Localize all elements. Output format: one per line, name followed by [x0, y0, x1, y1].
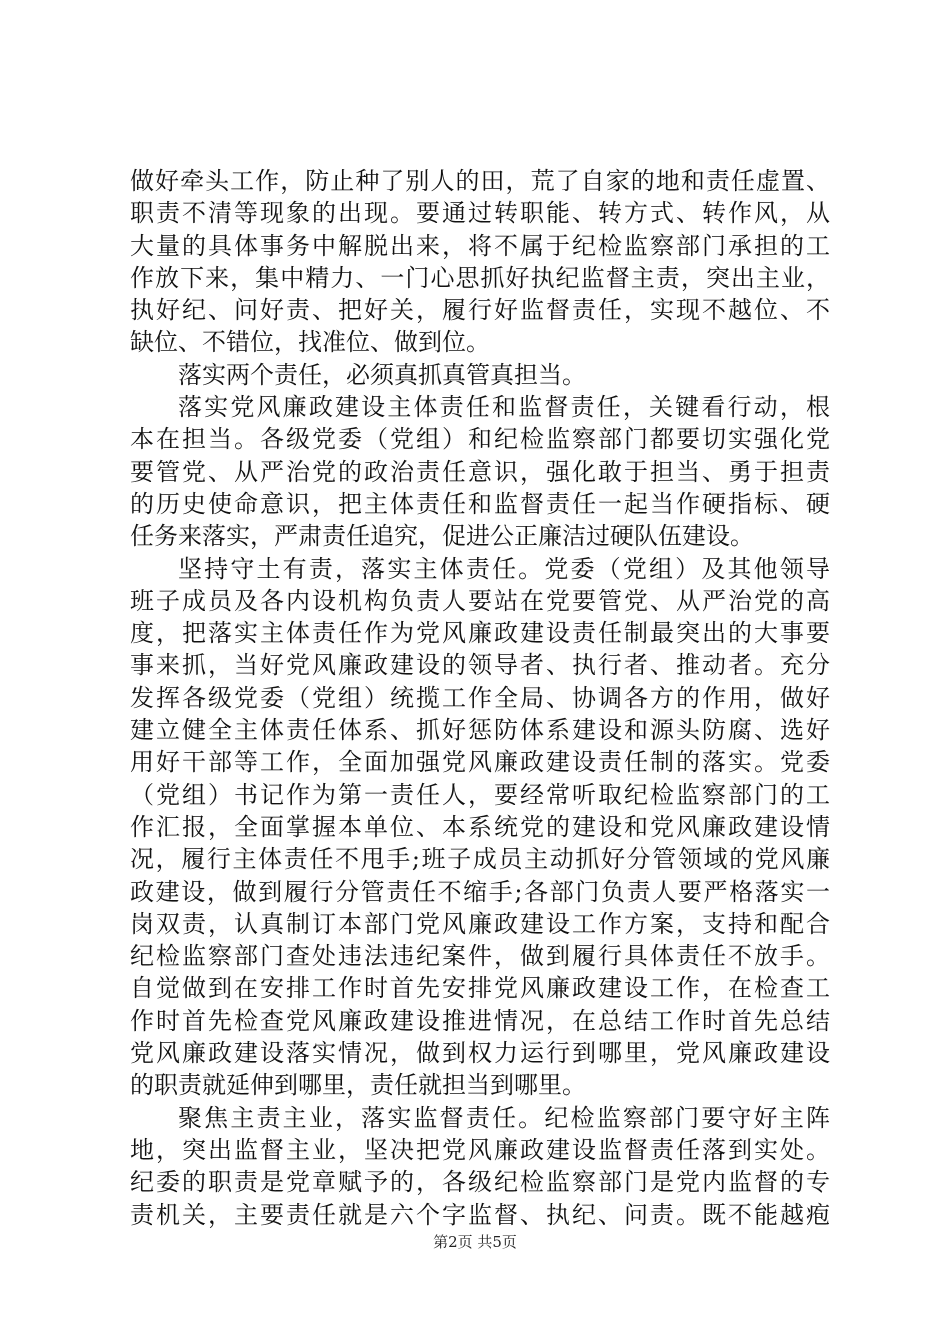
text-line: 纪委的职责是党章赋予的，各级纪检监察部门是党内监督的专	[130, 1168, 830, 1197]
text-line: 大量的具体事务中解脱出来，将不属于纪检监察部门承担的工	[130, 231, 830, 260]
page-footer: 第2页 共5页	[433, 1233, 517, 1251]
text-line: 的职责就延伸到哪里，责任就担当到哪里。	[130, 1071, 586, 1100]
paragraph-first-line: 聚焦主责主业，落实监督责任。纪检监察部门要守好主阵	[178, 1103, 830, 1132]
text-line: 缺位、不错位，找准位、做到位。	[130, 328, 490, 357]
text-line: 建立健全主体责任体系、抓好惩防体系建设和源头防腐、选好	[130, 716, 830, 745]
text-line: 况，履行主体责任不甩手;班子成员主动抓好分管领域的党风廉	[130, 845, 830, 874]
text-line: 用好干部等工作，全面加强党风廉政建设责任制的落实。党委	[130, 748, 830, 777]
text-line: （党组）书记作为第一责任人，要经常听取纪检监察部门的工	[130, 780, 830, 809]
text-line: 作放下来，集中精力、一门心思抓好执纪监督主责，突出主业，	[130, 263, 830, 292]
text-line: 本在担当。各级党委（党组）和纪检监察部门都要切实强化党	[130, 425, 830, 454]
text-line: 自觉做到在安排工作时首先安排党风廉政建设工作，在检查工	[130, 974, 830, 1003]
text-line: 职责不清等现象的出现。要通过转职能、转方式、转作风，从	[130, 199, 830, 228]
text-line: 责机关，主要责任就是六个字监督、执纪、问责。既不能越疱	[130, 1200, 830, 1229]
section-heading-line: 落实两个责任，必须真抓真管真担当。	[178, 360, 586, 389]
text-line: 作汇报，全面掌握本单位、本系统党的建设和党风廉政建设情	[130, 812, 830, 841]
text-line: 做好牵头工作，防止种了别人的田，荒了自家的地和责任虚置、	[130, 167, 830, 195]
text-line: 作时首先检查党风廉政建设推进情况，在总结工作时首先总结	[130, 1006, 830, 1035]
text-line: 任务来落实，严肃责任追究，促进公正廉洁过硬队伍建设。	[130, 522, 754, 551]
text-line: 党风廉政建设落实情况，做到权力运行到哪里，党风廉政建设	[130, 1039, 830, 1068]
text-line: 执好纪、问好责、把好关，履行好监督责任，实现不越位、不	[130, 296, 830, 325]
document-body	[130, 165, 830, 1231]
text-line: 发挥各级党委（党组）统揽工作全局、协调各方的作用，做好	[130, 683, 830, 712]
text-line: 要管党、从严治党的政治责任意识，强化敢于担当、勇于担责	[130, 457, 830, 486]
paragraph-first-line: 落实党风廉政建设主体责任和监督责任，关键看行动，根	[178, 393, 830, 422]
text-line: 岗双责，认真制订本部门党风廉政建设工作方案，支持和配合	[130, 909, 830, 938]
paragraph-first-line: 坚持守土有责，落实主体责任。党委（党组）及其他领导	[178, 554, 830, 583]
text-line: 纪检监察部门查处违法违纪案件，做到履行具体责任不放手。	[130, 942, 830, 971]
text-line: 度，把落实主体责任作为党风廉政建设责任制最突出的大事要	[130, 619, 830, 648]
text-line: 班子成员及各内设机构负责人要站在党要管党、从严治党的高	[130, 586, 830, 615]
text-line: 的历史使命意识，把主体责任和监督责任一起当作硬指标、硬	[130, 489, 830, 518]
text-line: 地，突出监督主业，坚决把党风廉政建设监督责任落到实处。	[130, 1135, 830, 1164]
text-line: 事来抓，当好党风廉政建设的领导者、执行者、推动者。充分	[130, 651, 830, 680]
text-line: 政建设，做到履行分管责任不缩手;各部门负责人要严格落实一	[130, 877, 830, 906]
